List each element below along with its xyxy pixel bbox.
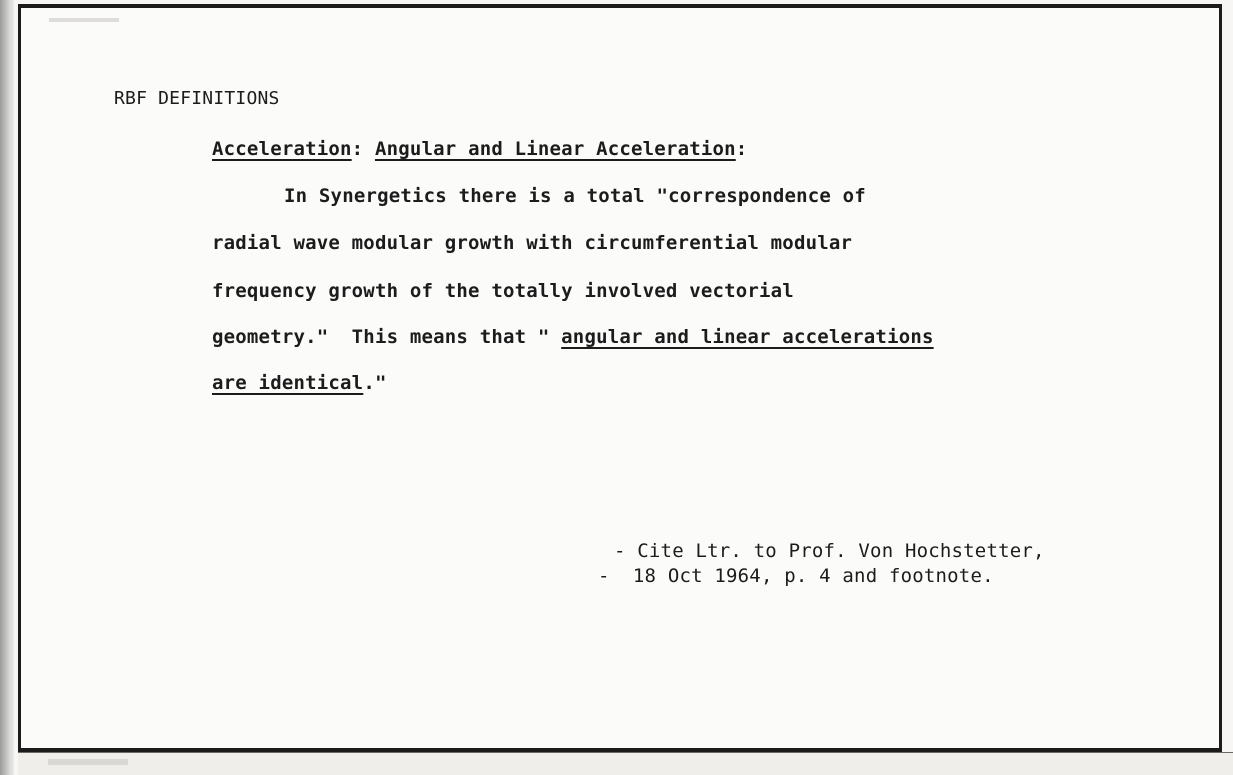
- term-separator: :: [351, 138, 375, 160]
- definition-card: [18, 4, 1222, 752]
- quoted-emphasis-end: are identical: [212, 372, 364, 394]
- citation-line-2: - 18 Oct 1964, p. 4 and footnote.: [598, 565, 994, 587]
- scan-smudge: [49, 18, 119, 22]
- subterm: Angular and Linear Acceleration: [374, 138, 736, 160]
- citation-line-1: - Cite Ltr. to Prof. Von Hochstetter,: [614, 540, 1045, 562]
- card-heading: RBF DEFINITIONS: [114, 88, 280, 109]
- body-line-3: frequency growth of the totally involved vectorial: [212, 280, 794, 302]
- body-line-4-text: geometry." This means that ": [212, 326, 562, 348]
- definition-title: [212, 138, 747, 160]
- quoted-emphasis: angular and linear accelerations: [561, 326, 934, 348]
- term: Acceleration: [212, 138, 352, 160]
- body-line-1: In Synergetics there is a total "correspondence of: [284, 185, 866, 207]
- scan-smudge-bottom: [48, 759, 128, 765]
- subterm-separator: :: [735, 138, 748, 160]
- scan-left-edge: [0, 0, 14, 775]
- body-line-5-text: .": [363, 372, 387, 394]
- body-line-4: [212, 326, 934, 348]
- body-line-5: [212, 372, 387, 394]
- next-card-edge: [18, 752, 1233, 775]
- body-line-2: radial wave modular growth with circumferential modular: [212, 232, 853, 254]
